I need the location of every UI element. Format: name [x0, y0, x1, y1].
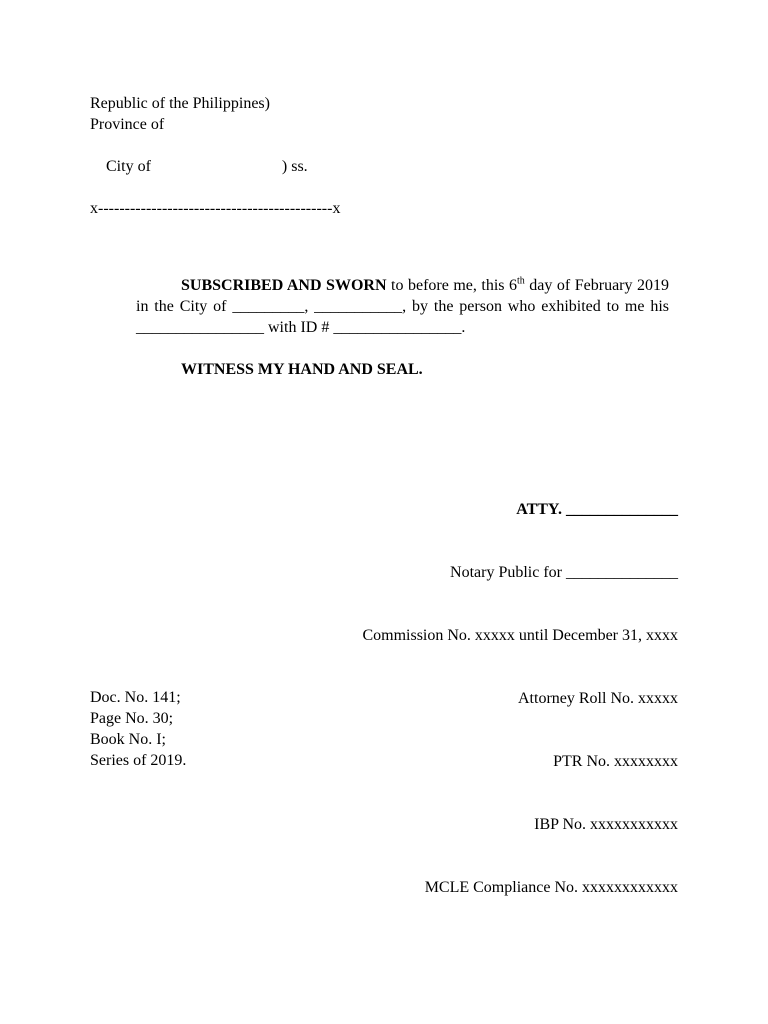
- witness-line: WITNESS MY HAND AND SEAL.: [181, 361, 423, 378]
- ptr-line: PTR No. xxxxxxxx: [553, 753, 678, 770]
- venue-block: [90, 93, 340, 219]
- province-line: Province of: [90, 116, 165, 133]
- attorney-roll-line: Attorney Roll No. xxxxx: [518, 690, 678, 707]
- atty-name-line: ATTY. ______________: [516, 501, 678, 518]
- book-no-line: Book No. I;: [90, 731, 166, 748]
- ss-suffix: ) ss.: [281, 158, 308, 175]
- ibp-line: IBP No. xxxxxxxxxxx: [534, 816, 678, 833]
- ordinal-suffix: th: [517, 275, 525, 287]
- venue-separator: x--------------------------------------------x: [90, 200, 341, 217]
- page-no-line: Page No. 30;: [90, 710, 174, 727]
- jurat-paragraph: [136, 275, 669, 338]
- subscribed-sworn-heading: SUBSCRIBED AND SWORN: [181, 277, 387, 294]
- republic-line: Republic of the Philippines): [90, 95, 270, 112]
- notary-public-line: Notary Public for ______________: [450, 564, 678, 581]
- jurat-text-1: to before me, this 6: [386, 277, 518, 294]
- city-label: City of: [106, 158, 151, 175]
- notarial-register-block: [90, 687, 186, 771]
- jurat-text-2: day of February 2019 in the City of _________, ___________, by the person who exhibited to me his ________________ with ID # ________________.: [136, 277, 670, 336]
- commission-line: Commission No. xxxxx until December 31, xxxx: [362, 627, 678, 644]
- series-line: Series of 2019.: [90, 752, 187, 769]
- mcle-line: MCLE Compliance No. xxxxxxxxxxxx: [424, 879, 678, 896]
- city-line: [90, 135, 340, 198]
- notary-signature-block: [362, 457, 678, 919]
- doc-no-line: Doc. No. 141;: [90, 689, 181, 706]
